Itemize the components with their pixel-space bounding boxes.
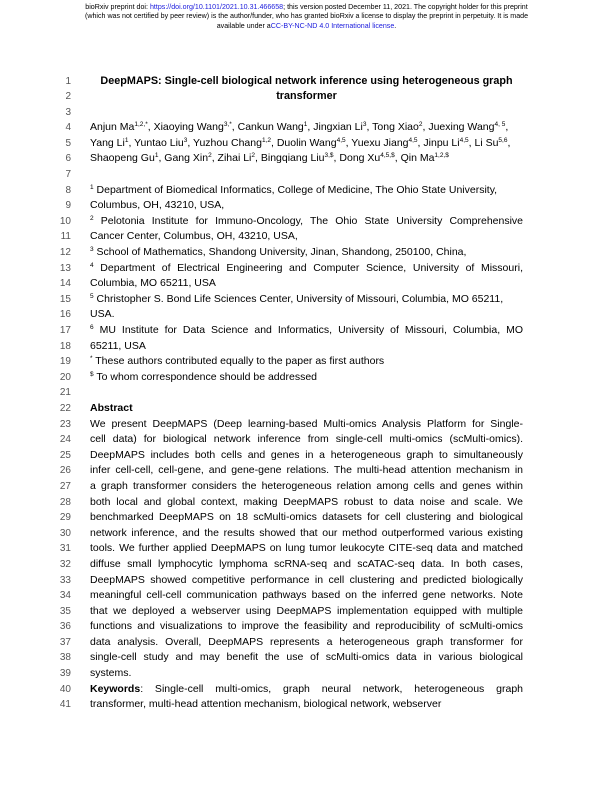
line-number: 18 [59, 340, 71, 352]
affiliation-line [90, 183, 523, 199]
separator: , [128, 136, 135, 149]
text-run: Cancer Center, Columbus, OH, 43210, USA, [90, 230, 298, 243]
text-run: single-cell study and may benefit the use of scMulti-omics data in various biological [90, 651, 523, 664]
author-name: Gang Xin [164, 152, 209, 165]
author-name: Juexing Wang [428, 121, 495, 134]
manuscript-line [0, 245, 613, 261]
separator: , [394, 152, 401, 165]
manuscript-line [0, 588, 613, 604]
manuscript-line [0, 105, 613, 121]
author-name: Tong Xiao [372, 121, 419, 134]
abstract-line [90, 495, 523, 511]
separator: , [345, 136, 352, 149]
line-number: 28 [59, 496, 71, 508]
author-affiliation-sup: 3 [183, 136, 188, 144]
manuscript-line [0, 292, 613, 308]
abstract-line [90, 510, 523, 526]
text-run: 65211, USA [90, 339, 146, 352]
text-run: Columbia, MO 65211, USA [90, 277, 216, 290]
manuscript-line [0, 463, 613, 479]
manuscript-line [0, 541, 613, 557]
line-number: 41 [59, 699, 71, 711]
affiliation-line [90, 198, 523, 214]
paper-title-line-2 [90, 89, 523, 105]
author-affiliation-sup: 1,2 [261, 136, 271, 144]
paper-title-line-1 [90, 74, 523, 90]
manuscript-line [0, 697, 613, 713]
manuscript-line [0, 183, 613, 199]
manuscript-line [0, 198, 613, 214]
footnote-line [90, 354, 523, 370]
header-text: ; this version posted December 11, 2021. The copyright holder for this preprint [283, 3, 528, 11]
abstract-line [90, 541, 523, 557]
header-text: . [394, 21, 397, 30]
text-run: We present DeepMAPS (Deep learning-based Multi-omics Analysis Platform for Single- [90, 417, 523, 430]
abstract-line [90, 526, 523, 542]
text-run: benchmarked DeepMAPS on 18 scMulti-omics datasets for cell clustering and biological [90, 511, 523, 524]
manuscript-line [0, 650, 613, 666]
text-run: DeepMAPS showed competitive performance in cell clustering and predicted biologically [90, 573, 523, 586]
preprint-header [0, 3, 613, 31]
text-run: Department of Electrical Engineering and Computer Science, University of Missouri, [100, 261, 523, 274]
manuscript-line [0, 354, 613, 370]
affiliation-number: 4 [90, 261, 94, 269]
affiliation-line [90, 276, 523, 292]
author-name: Bingqiang Liu [260, 152, 325, 165]
author-affiliation-sup: 2 [251, 152, 256, 160]
author-name: Anjun Ma [90, 121, 135, 134]
affiliation-line [90, 339, 523, 355]
author-name: Cankun Wang [237, 121, 304, 134]
text-run: systems. [90, 667, 132, 680]
separator: , [468, 136, 475, 149]
author-name: Shaopeng Gu [90, 152, 155, 165]
line-number: 5 [65, 137, 71, 149]
header-line-3 [0, 22, 613, 31]
author-name: Zihai Li [217, 152, 252, 165]
text-run: To whom correspondence should be addressed [96, 370, 317, 383]
affiliation-line [90, 229, 523, 245]
line-number: 37 [59, 636, 71, 648]
author-name: Yang Li [90, 136, 125, 149]
author-list-line-3 [90, 151, 523, 167]
author-name: Yuexu Jiang [351, 136, 409, 149]
manuscript-line [0, 214, 613, 230]
abstract-line [90, 650, 523, 666]
line-number: 21 [59, 387, 71, 399]
line-number: 1 [65, 75, 71, 87]
manuscript-line [0, 495, 613, 511]
header-line-2: (which was not certified by peer review) is the author/funder, who has granted bioRxiv a license to display the preprint in perpetuity. It is made [84, 12, 529, 21]
line-number: 17 [59, 325, 71, 336]
text-run: Christopher S. Bond Life Sciences Center, University of Missouri, Columbia, MO 65211, [96, 292, 504, 305]
keywords-line-2 [90, 697, 523, 713]
author-affiliation-sup: 4,5 [408, 136, 418, 144]
separator: , [187, 136, 194, 149]
abstract-line [90, 417, 523, 433]
separator: , [255, 152, 261, 165]
affiliation-number: 3 [90, 246, 94, 254]
line-number: 19 [59, 356, 71, 368]
author-affiliation-sup: 1 [124, 136, 129, 144]
manuscript-line [0, 167, 613, 183]
line-number: 30 [59, 527, 71, 539]
line-number: 29 [59, 512, 71, 524]
separator: , [211, 152, 218, 165]
author-name: Qin Ma [400, 152, 435, 165]
affiliation-line [90, 307, 523, 323]
line-number: 16 [59, 309, 71, 321]
keywords-line-1 [90, 682, 523, 698]
abstract-line [90, 463, 523, 479]
manuscript-line [0, 307, 613, 323]
line-number: 38 [59, 652, 71, 664]
manuscript-line [0, 619, 613, 635]
affiliation-number: 5 [90, 292, 94, 300]
keywords-label: Keywords [90, 682, 141, 695]
manuscript-line [0, 604, 613, 620]
author-name: Xiaoying Wang [153, 121, 224, 134]
author-affiliation-sup: 3,$ [324, 152, 334, 160]
manuscript-line [0, 401, 613, 417]
text-run: network inference, and the results showed that our method outperformed various existing [90, 526, 523, 539]
header-text: available under a [216, 21, 271, 30]
author-affiliation-sup: 2 [208, 152, 212, 160]
manuscript-line [0, 151, 613, 167]
text-run: : Single-cell multi-omics, graph neural network, heterogeneous graph [140, 682, 523, 695]
line-number: 24 [59, 434, 71, 446]
manuscript-body [0, 74, 613, 713]
author-affiliation-sup: 2 [418, 121, 423, 129]
header-text: bioRxiv preprint doi: [85, 3, 150, 11]
line-number: 40 [59, 683, 71, 695]
separator: , [417, 136, 424, 149]
line-number: 35 [59, 605, 71, 617]
line-number: 31 [59, 543, 71, 555]
abstract-line [90, 588, 523, 604]
footnote-line [90, 370, 523, 386]
manuscript-line [0, 526, 613, 542]
text-run: tools. We further applied DeepMAPS on lung tumor leukocyte CITE-seq data and matched [90, 542, 523, 555]
manuscript-line [0, 448, 613, 464]
line-number: 22 [59, 402, 71, 414]
abstract-line [90, 432, 523, 448]
text-run: diffuse small lymphocytic lymphoma scRNA-seq and scATAC-seq data. In both cases, [90, 557, 523, 570]
affiliation-number: 6 [90, 324, 94, 331]
manuscript-line [0, 557, 613, 573]
abstract-line [90, 635, 523, 651]
author-affiliation-sup: 4,5 [336, 136, 346, 144]
author-name: Jinpu Li [423, 136, 460, 149]
author-affiliation-sup: 4,5 [459, 136, 469, 144]
separator: , [507, 136, 511, 149]
manuscript-line [0, 573, 613, 589]
separator: , [422, 121, 429, 134]
note-symbol: $ [90, 370, 94, 378]
line-number: 9 [65, 200, 71, 212]
affiliation-number: 1 [90, 183, 94, 191]
doi-link[interactable]: https://doi.org/10.1101/2021.10.31.466658 [149, 3, 284, 11]
text-run: cell data) for biological network inference from single-cell multi-omics (scMulti-omics). [90, 433, 523, 446]
manuscript-line [0, 120, 613, 136]
abstract-line [90, 448, 523, 464]
separator: , [158, 152, 165, 165]
separator: , [333, 152, 340, 165]
text-run: meaningful cell-cell communication pathways based on the inferred gene networks. Note [90, 589, 523, 602]
line-number: 8 [65, 184, 71, 196]
author-affiliation-sup: 1 [303, 121, 308, 129]
abstract-line [90, 557, 523, 573]
author-list-line-2 [90, 136, 523, 152]
author-name: Dong Xu [339, 152, 381, 165]
text-run: Abstract [90, 401, 133, 414]
text-run: DeepMAPS: Single-cell biological network inference using heterogeneous graph [100, 74, 513, 87]
abstract-line [90, 666, 523, 682]
separator: , [366, 121, 373, 134]
manuscript-line [0, 682, 613, 698]
text-run: transformer [276, 90, 337, 103]
line-number: 2 [65, 91, 71, 103]
author-affiliation-sup: 4,5,$ [380, 152, 395, 160]
abstract-line [90, 573, 523, 589]
line-number: 10 [59, 215, 71, 227]
separator: , [147, 121, 154, 134]
line-number: 25 [59, 449, 71, 461]
note-symbol: * [90, 355, 93, 363]
manuscript-line [0, 89, 613, 105]
manuscript-line [0, 136, 613, 152]
text-run: infer cell-cell, cell-gene, and gene-gene relations. The multi-head attention mechanism in [90, 464, 523, 477]
text-run: transformer, multi-head attention mechanism, biological network, webserver [90, 698, 442, 711]
line-number: 12 [59, 247, 71, 259]
affiliation-line [90, 323, 523, 339]
header-line-1 [0, 3, 613, 12]
affiliation-line [90, 292, 523, 308]
manuscript-line [0, 432, 613, 448]
line-number: 39 [59, 668, 71, 680]
author-name: Li Su [474, 136, 499, 149]
line-number: 13 [59, 262, 71, 274]
line-number: 4 [65, 122, 71, 134]
line-number: 6 [65, 153, 71, 165]
line-number: 20 [59, 371, 71, 383]
abstract-line [90, 479, 523, 495]
text-run: Columbus, OH, 43210, USA, [90, 199, 225, 212]
text-run: functions and visualizations to improve the feasibility and reproducibility of scMulti-omics [90, 620, 523, 633]
text-run: both local and global context, making DeepMAPS robust to data noise and scale. We [90, 495, 523, 508]
line-number: 26 [59, 465, 71, 477]
line-number: 7 [65, 169, 71, 181]
manuscript-line [0, 261, 613, 277]
author-affiliation-sup: 4, 5 [494, 121, 506, 129]
author-name: Yuzhou Chang [193, 136, 262, 149]
author-list-line-1 [90, 120, 523, 136]
abstract-line [90, 604, 523, 620]
author-affiliation-sup: 1,2,* [134, 121, 148, 129]
text-run: These authors contributed equally to the paper as first authors [95, 355, 385, 368]
line-number: 11 [60, 231, 71, 243]
author-affiliation-sup: 1 [154, 152, 159, 160]
manuscript-line [0, 635, 613, 651]
abstract-heading [90, 401, 523, 417]
text-run: MU Institute for Data Science and Informatics, University of Missouri, Columbia, MO [99, 324, 523, 336]
manuscript-line [0, 339, 613, 355]
line-number: 36 [59, 621, 71, 633]
line-number: 34 [59, 590, 71, 602]
manuscript-line [0, 479, 613, 495]
text-run: Department of Biomedical Informatics, College of Medicine, The Ohio State University, [96, 183, 498, 196]
text-run: a graph transformer considers the heterogeneous relation among cells and genes within [90, 479, 523, 492]
author-affiliation-sup: 5,6 [498, 136, 508, 144]
line-number: 23 [59, 418, 71, 430]
affiliation-number: 2 [90, 214, 94, 222]
text-run: USA. [90, 308, 115, 321]
author-affiliation-sup: 1,2,$ [434, 152, 449, 160]
separator: , [505, 121, 509, 134]
author-name: Jingxian Li [313, 121, 363, 134]
manuscript-line [0, 229, 613, 245]
separator: , [271, 136, 277, 149]
affiliation-line [90, 214, 523, 230]
line-number: 15 [59, 293, 71, 305]
manuscript-line [0, 276, 613, 292]
manuscript-line [0, 370, 613, 386]
manuscript-line [0, 417, 613, 433]
text-run: Pelotonia Institute for Immuno-Oncology, The Ohio State University Comprehensive [100, 214, 524, 227]
line-number: 3 [65, 106, 71, 118]
manuscript-line [0, 666, 613, 682]
manuscript-line [0, 385, 613, 401]
affiliation-line [90, 261, 523, 277]
line-number: 14 [59, 278, 71, 290]
license-link[interactable]: CC-BY-NC-ND 4.0 International license [270, 21, 395, 30]
text-run: School of Mathematics, Shandong University, Jinan, Shandong, 250100, China, [96, 246, 467, 259]
author-name: Yuntao Liu [134, 136, 184, 149]
line-number: 27 [59, 480, 71, 492]
manuscript-line [0, 323, 613, 339]
author-name: Duolin Wang [276, 136, 337, 149]
separator: , [307, 121, 314, 134]
text-run: DeepMAPS includes both cells and genes in a heterogeneous graph to simultaneously [90, 448, 523, 461]
manuscript-line [0, 510, 613, 526]
text-run: data analysis. Overall, DeepMAPS represents a heterogeneous graph transformer for [90, 635, 523, 648]
text-run: that we deployed a webserver using DeepMAPS implementation equipped with multiple [90, 604, 523, 617]
author-affiliation-sup: 3 [362, 121, 367, 129]
author-affiliation-sup: 3,* [223, 121, 232, 129]
abstract-line [90, 619, 523, 635]
separator: , [231, 121, 238, 134]
manuscript-line [0, 74, 613, 90]
line-number: 33 [59, 574, 71, 586]
line-number: 32 [59, 558, 71, 570]
affiliation-line [90, 245, 523, 261]
